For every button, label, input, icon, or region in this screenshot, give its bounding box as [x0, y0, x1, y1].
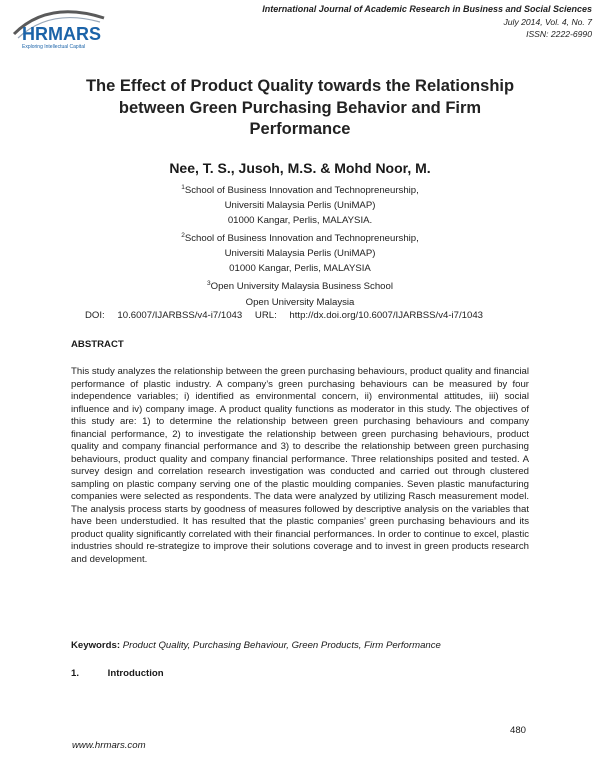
affiliation-sup: 3 [207, 280, 211, 288]
affiliation-line: 01000 Kangar, Perlis, MALAYSIA [229, 263, 371, 275]
affiliation-line: $^2$School of Business Innovation and Technopreneurship, [181, 232, 419, 245]
keywords-list: Product Quality, Purchasing Behaviour, Green Products, Firm Performance [122, 640, 441, 651]
abstract-body: This study analyzes the relationship between the green purchasing behaviours, product quality and financial performance of plastic industry. A company’s green purchasing behaviours can be measured by four independence variables; i) identified as environmental concern, ii) environmental attitudes, iii) social influence and iv) company image. A product quality functions as moderator in this study. The objectives of this study are: 1) to determine the relationship between green purchasing behaviours and company financial performance, 2) to investigate the relationship between green purchasing behaviours, product quality and company financial performance and 3) to describe the relationship between green purchasing behaviours, product quality and company financial performance. Three relationships posited and tested. A survey design and correlation research investigation was conducted and carried out through clustered sampling on plastic company serving one of the plastic moulding companies. Seven plastic manufacturing companies were selected as respondents. The data were analyzed by utilizing Rasch measurement model. The analysis process starts by goodness of measures followed by descriptive analysis on the variables that have been understudied. It has resulted that the plastic companies’ green purchasing behaviours and its product quality significantly correlated with their financial performances. In order to continue to excel, plastic industries should re-strategize to improve their solutions coverage and to invest in green products research and development. [71, 366, 529, 565]
journal-issue: July 2014, Vol. 4, No. 7 [503, 16, 592, 27]
url-label: URL: [254, 310, 277, 321]
journal-name: International Journal of Academic Research in Business and Social Sciences [262, 4, 592, 14]
hrmars-logo [8, 4, 112, 54]
title-line: Performance [249, 120, 351, 138]
affiliations [0, 180, 600, 310]
journal-header [262, 3, 592, 41]
affiliation-line: $^1$School of Business Innovation and Technopreneurship, [181, 184, 419, 197]
footer-website[interactable]: www.hrmars.com [72, 740, 146, 751]
section-heading [71, 668, 164, 679]
title-line: The Effect of Product Quality towards the Relationship [85, 77, 515, 95]
url-link[interactable]: http://dx.doi.org/10.6007/IJARBSS/v4-i7/1043 [289, 310, 484, 321]
doi-label: DOI: [85, 310, 105, 321]
affiliation-line: Universiti Malaysia Perlis (UniMAP) [224, 200, 376, 212]
section-title: Introduction [107, 668, 164, 679]
section-number: 1. [71, 668, 80, 679]
keywords [71, 640, 441, 651]
abstract-heading: ABSTRACT [71, 339, 124, 350]
affiliation-line: Universiti Malaysia Perlis (UniMAP) [224, 248, 376, 260]
affiliation-sup: 2 [181, 232, 185, 240]
paper-title [50, 76, 550, 141]
affiliation-line: Open University Malaysia [245, 296, 355, 308]
affiliation-line: $^3$Open University Malaysia Business School [207, 280, 393, 293]
affiliation-line: 01000 Kangar, Perlis, MALAYSIA. [227, 215, 373, 227]
doi-line [85, 310, 493, 321]
doi-value[interactable]: 10.6007/IJARBSS/v4-i7/1043 [117, 310, 243, 321]
journal-issn: ISSN: 2222-6990 [526, 29, 592, 39]
logo-tagline: Exploring Intellectual Capital [22, 44, 86, 50]
affiliation-sup: 1 [181, 184, 185, 191]
title-line: between Green Purchasing Behavior and Firm [118, 98, 482, 117]
page-number: 480 [510, 725, 527, 736]
logo-text: HRMARS [22, 24, 101, 44]
paper-authors: Nee, T. S., Jusoh, M.S. & Mohd Noor, M. [169, 160, 431, 176]
keywords-label: Keywords: [71, 640, 121, 651]
